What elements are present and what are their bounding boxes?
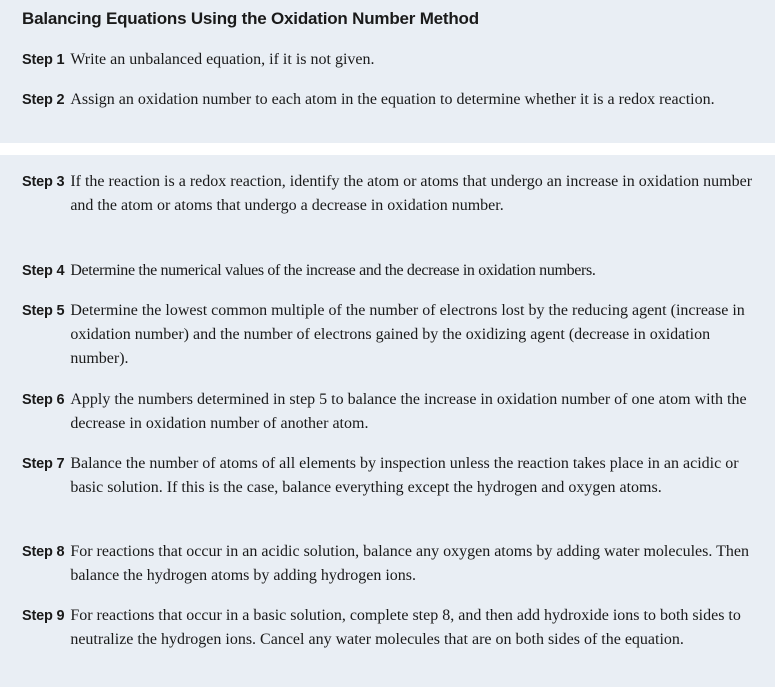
step-6 [22, 388, 767, 436]
box-title: Balancing Equations Using the Oxidation Number Method [22, 9, 479, 28]
step-label: Step 7 [22, 456, 65, 472]
step-label: Step 1 [22, 52, 65, 68]
step-text: Balance the number of atoms of all elements by inspection unless the reaction takes place in an acidic or basic solution. If this is the case, balance everything except the hydrogen and oxygen atoms. [70, 455, 739, 496]
step-3 [22, 170, 767, 218]
step-1 [22, 48, 767, 72]
step-text: For reactions that occur in a basic solution, complete step 8, and then add hydroxide ions to both sides to neutralize the hydrogen ions. Cancel any water molecules that are on both sides of the equation. [70, 607, 741, 648]
step-label: Step 9 [22, 608, 65, 624]
step-9 [22, 604, 767, 652]
step-text: Assign an oxidation number to each atom in the equation to determine whether it is a redox reaction. [70, 91, 715, 108]
step-label: Step 4 [22, 263, 65, 279]
step-5 [22, 299, 767, 371]
step-label: Step 2 [22, 92, 65, 108]
step-text: Apply the numbers determined in step 5 to balance the increase in oxidation number of one atom with the decrease in oxidation number of another atom. [70, 391, 747, 432]
step-label: Step 5 [22, 303, 65, 319]
step-text: If the reaction is a redox reaction, identify the atom or atoms that undergo an increase in oxidation number and the atom or atoms that undergo a decrease in oxidation number. [70, 173, 753, 214]
step-text: Determine the lowest common multiple of the number of electrons lost by the reducing agent (increase in oxidation number) and the number of electrons gained by the oxidizing agent (decrease in oxidation number). [70, 302, 745, 367]
step-label: Step 8 [22, 544, 65, 560]
step-7 [22, 452, 767, 500]
step-text: For reactions that occur in an acidic solution, balance any oxygen atoms by adding water molecules. Then balance the hydrogen atoms by adding hydrogen ions. [70, 543, 749, 584]
step-8 [22, 540, 767, 588]
step-2 [22, 88, 767, 112]
step-text: Determine the numerical values of the increase and the decrease in oxidation numbers. [70, 262, 596, 279]
step-4 [22, 259, 767, 283]
step-label: Step 3 [22, 174, 65, 190]
step-text: Write an unbalanced equation, if it is not given. [70, 51, 375, 68]
step-label: Step 6 [22, 392, 65, 408]
